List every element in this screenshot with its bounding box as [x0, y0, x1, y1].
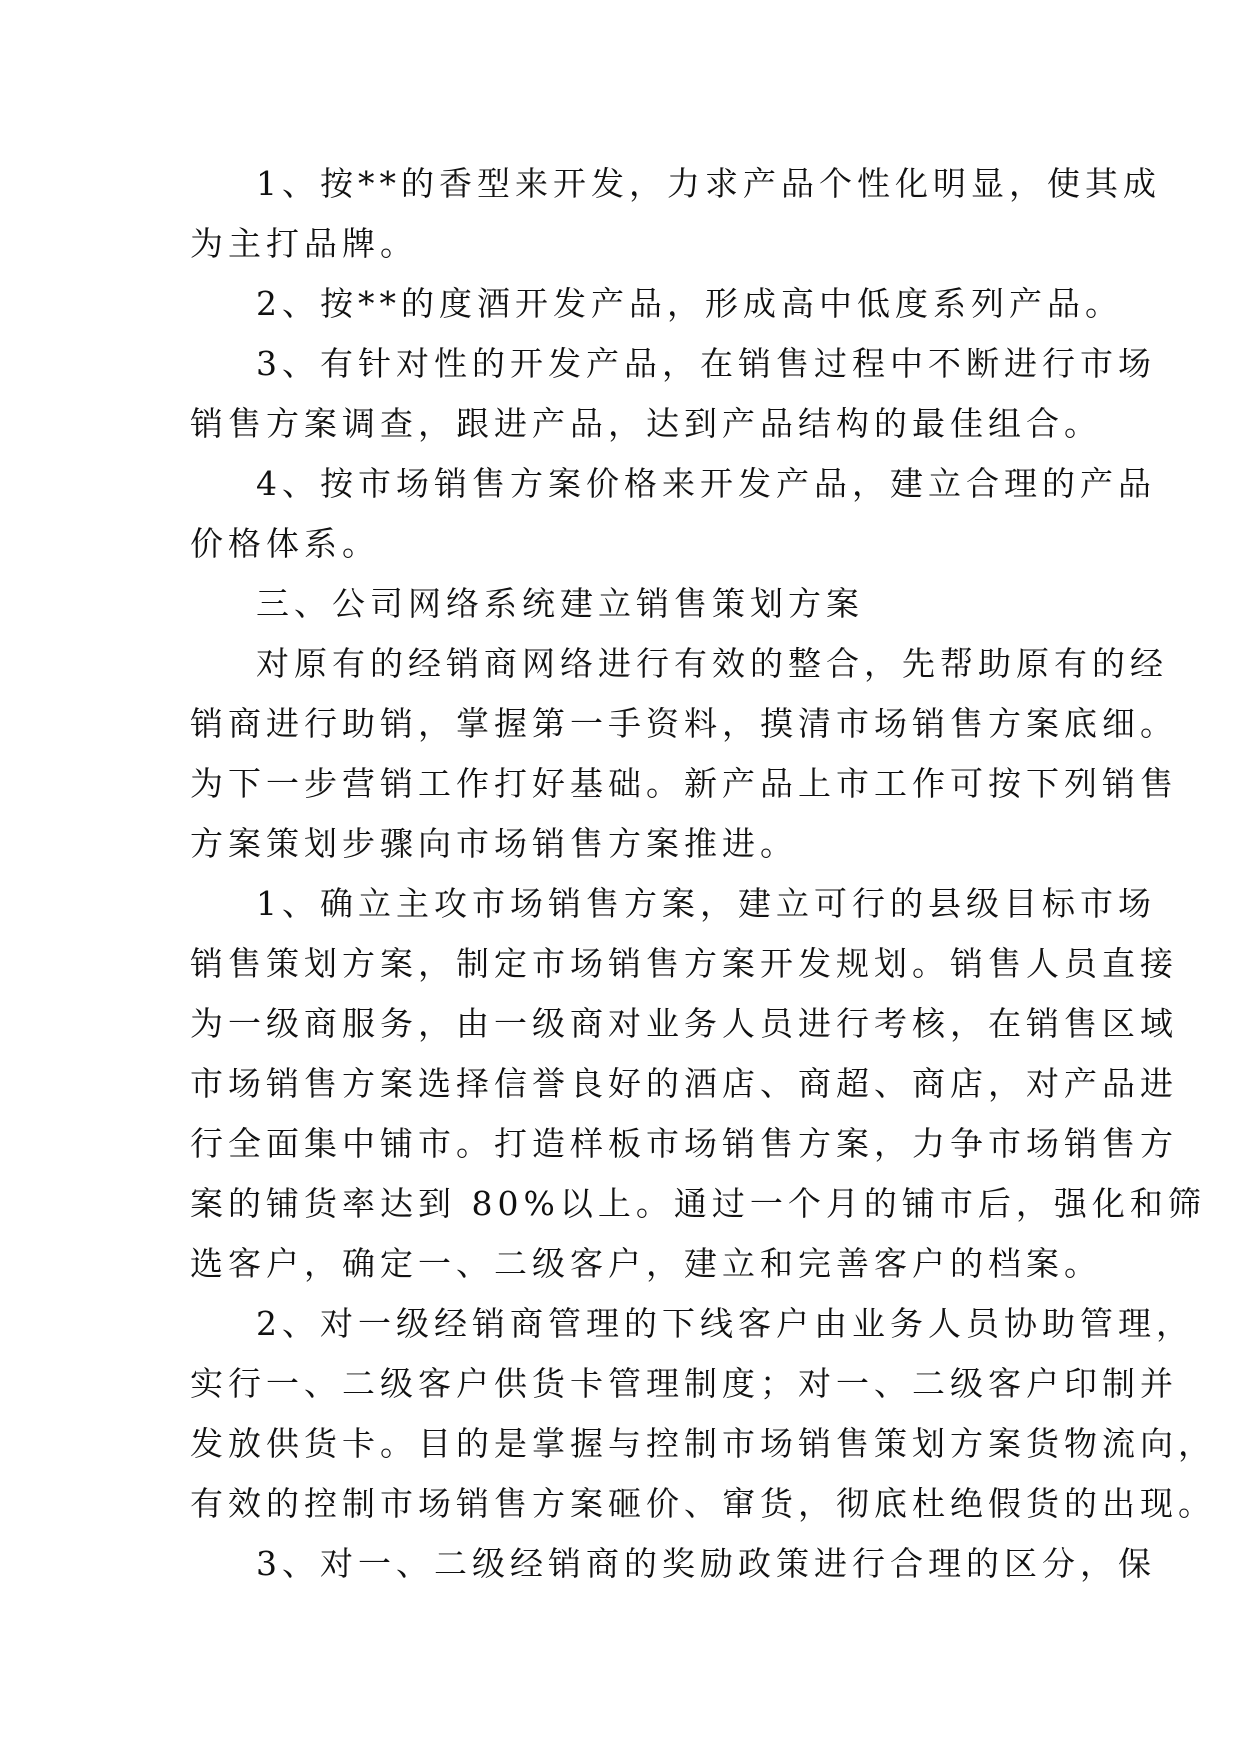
text-line: 对原有的经销商网络进行有效的整合，先帮助原有的经 [256, 644, 1168, 683]
text-line: 为一级商服务，由一级商对业务人员进行考核，在销售区域 [190, 1004, 1178, 1043]
text-line: 有效的控制市场销售方案砸价、窜货，彻底杜绝假货的出现。 [190, 1484, 1216, 1523]
text-line: 行全面集中铺市。打造样板市场销售方案，力争市场销售方 [190, 1124, 1178, 1163]
text-line: 发放供货卡。目的是掌握与控制市场销售策划方案货物流向， [190, 1424, 1216, 1463]
text-line: 实行一、二级客户供货卡管理制度；对一、二级客户印制并 [190, 1364, 1178, 1403]
section-heading: 三、公司网络系统建立销售策划方案 [256, 584, 864, 623]
text-line: 方案策划步骤向市场销售方案推进。 [190, 824, 798, 863]
text-line: 为下一步营销工作打好基础。新产品上市工作可按下列销售 [190, 764, 1178, 803]
text-line: 市场销售方案选择信誉良好的酒店、商超、商店，对产品进 [190, 1064, 1178, 1103]
text-line: 2、按**的度酒开发产品，形成高中低度系列产品。 [256, 284, 1123, 323]
text-line: 1、确立主攻市场销售方案，建立可行的县级目标市场 [256, 884, 1156, 923]
text-line: 销商进行助销，掌握第一手资料，摸清市场销售方案底细。 [190, 704, 1178, 743]
text-line: 3、有针对性的开发产品，在销售过程中不断进行市场 [256, 344, 1156, 383]
text-line: 为主打品牌。 [190, 224, 418, 263]
text-line: 价格体系。 [190, 524, 380, 563]
text-line: 4、按市场销售方案价格来开发产品，建立合理的产品 [256, 464, 1156, 503]
text-line: 销售方案调查，跟进产品，达到产品结构的最佳组合。 [190, 404, 1102, 443]
document-body [190, 154, 1216, 1594]
text-line: 案的铺货率达到 80%以上。通过一个月的铺市后，强化和筛 [190, 1184, 1206, 1223]
text-line: 销售策划方案，制定市场销售方案开发规划。销售人员直接 [190, 944, 1178, 983]
text-line: 选客户，确定一、二级客户，建立和完善客户的档案。 [190, 1244, 1102, 1283]
text-line: 3、对一、二级经销商的奖励政策进行合理的区分，保 [256, 1544, 1156, 1583]
text-line: 2、对一级经销商管理的下线客户由业务人员协助管理， [256, 1304, 1194, 1343]
text-line: 1、按**的香型来开发，力求产品个性化明显，使其成 [256, 164, 1161, 203]
